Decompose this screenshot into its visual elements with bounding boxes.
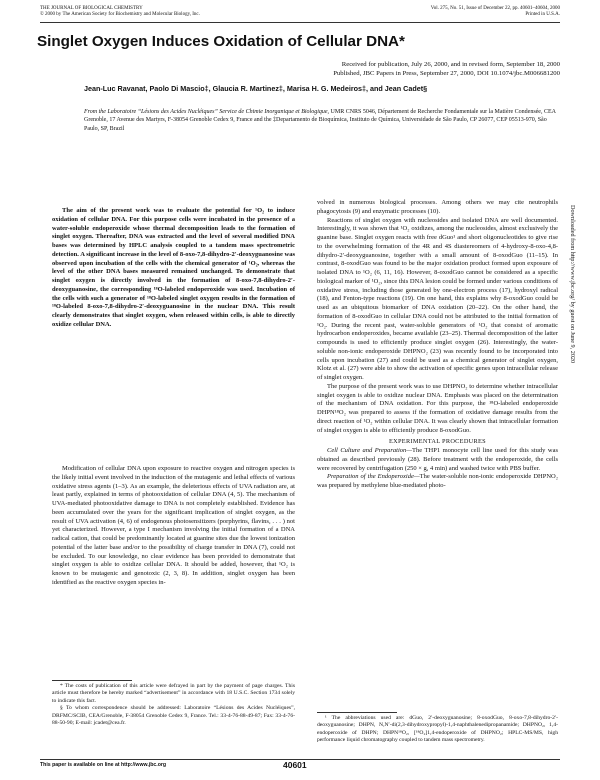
introduction [52,465,295,588]
publication-dates [90,60,560,78]
right-column [317,199,558,491]
abstract: The aim of the present work was to evaluate the potential for ¹O₂ to induce oxidation of cellular DNA. For this purpose cells were incubated in the presence of a water-soluble endoperoxide whose thermal decomposition leads to the formation of singlet oxygen. Thereafter, DNA was extracted and the level of several modified DNA bases was determined by HPLC analysis coupled to a tandem mass spectrometric detection. A significant increase in the level of 8-oxo-7,8-dihydro-2′-deoxyguanosine was observed upon incubation of the cells with the chemical generator of ¹O₂, whereas the level of the other DNA bases measured remained unchanged. To demonstrate that singlet oxygen is directly involved in the formation of 8-oxo-7,8-dihydro-2′-deoxyguanosine, the corresponding ¹⁸O-labeled endoperoxide was used. Incubation of the cells with such a generator of ¹⁸O-labeled singlet oxygen results in the formation of ¹⁸O-labeled 8-oxo-7,8-dihydro-2′-deoxyguanosine in the nuclear DNA. This result clearly demonstrates that singlet oxygen, when released within cells, is able to directly oxidize cellular DNA. [52,207,295,328]
page-number: 40601 [283,760,307,770]
cell-culture-text: The THP1 monocyte cell line used for this study was obtained as described previously (28). Before treatment with the endoperoxide, the cells were recovered by centrifugation (250 × g, 4 min) and washed twice with PBS buffer. [317,447,558,472]
affiliation-address: UMR CNRS 5046, Département de Recherche Fondamentale sur la Matière Condensée, CEA Grenoble, 17 Avenue des Martyrs, F-38054 Grenoble Cedex 9, France and the ‡Departamento de Bioquímica, Instituto de Química, Universidade de São Paulo, CP 26077, CEP 05513-970, São Paulo, SP, Brazil [84,109,556,132]
journal-header [40,6,560,22]
endoperoxide-paragraph [317,473,558,491]
right-paragraph-1: volved in numerous biological processes. Among others we may cite neutrophils phagocytosis (9) and enzymatic processes (10). [317,199,558,215]
footnotes-left [52,683,295,727]
affiliation-lab: From the Laboratoire “Lésions des Acides Nucléiques” Service de Chimie Inorganique et Biologique, [84,109,330,115]
online-availability: This paper is available on line at http://www.jbc.org [40,762,167,768]
footnotes-right [317,715,558,745]
author-list: Jean-Luc Ravanat, Paolo Di Mascio‡, Glaucia R. Martinez‡, Marisa H. G. Medeiros‡, and Jean Cadet§ [84,84,428,93]
journal-name: THE JOURNAL OF BIOLOGICAL CHEMISTRY [40,6,143,11]
header-left [40,6,200,19]
download-watermark[interactable]: Downloaded from http://www.jbc.org/ by guest on June 9, 2020 [569,205,576,364]
footnote-correspondence: § To whom correspondence should be addressed: Laboratoire “Lésions des Acides Nucléiques”, DRFMC/SCIB, CEA/Grenoble, F-38054 Grenoble Cedex 9, France. Tel.: 33-4-76-88-49-87; Fax: 33-4-76-88-50-90; E-mail: jcadet@cea.fr. [52,705,295,727]
download-sidebar [567,205,577,585]
published-line: Published, JBC Papers in Press, September 27, 2000, DOI 10.1074/jbc.M006681200 [333,70,560,78]
received-line: Received for publication, July 26, 2000, and in revised form, September 18, 2000 [341,61,560,68]
footnote-rule-right [317,712,397,713]
right-paragraph-2: Reactions of singlet oxygen with nucleosides and isolated DNA are well documented. Interestingly, it was shown that ¹O₂ oxidizes, among the nucleosides, almost exclusively the guanine base. Singlet oxygen reacts with free dGuo¹ and short oligonucleotides to give rise to the overwhelming formation of the 4R and 4S diastereomers of 4-hydroxy-8-oxo-4,8-dihydro-2′-deoxyguanosine, together with a small amount of 8-oxodGuo (11–15). In contrast, 8-oxodGuo was found to be the major oxidation product formed upon exposure of isolated DNA to ¹O₂ (6, 11, 16). However, 8-oxodGuo cannot be considered as a specific biological marker of ¹O₂, since this DNA lesion could be formed under various conditions of oxidative stress, including those generated by one-electron process (17), hydroxyl radical (18), and Fenton-type reactions (19). On one hand, this explains why 8-oxodGuo could be used as an ubiquitous biomarker of DNA oxidation (20–22). On the other hand, the formation of 8-oxodGuo in cellular DNA could not be attributed to the initial formation of ¹O₂. During the recent past, water-soluble generators of ¹O₂ that consist of aromatic hydrocarbon endoperoxides, became available (23–25). Thermal decomposition of the latter compounds is used to efficiently produce singlet oxygen (26). Interestingly, the water-soluble non-ionic endoperoxide DHPNO₂ (23) was recently found to be incorporated into cells upon incubation (27) and could be used as a chemical generator of singlet oxygen, Klotz et al. (27) were able to show the activation of specific genes upon intracellular release of singlet oxygen. [317,216,558,381]
endoperoxide-text: The water-soluble non-ionic endoperoxide DHPNO₂ was prepared by methylene blue-mediated photo- [317,473,559,489]
footnote-star: * The costs of publication of this article were defrayed in part by the payment of page charges. This article must therefore be hereby marked “advertisement” in accordance with 18 U.S.C. Section 1734 solely to indicate this fact. [52,683,295,704]
section-heading: EXPERIMENTAL PROCEDURES [389,438,486,446]
footnote-rule-left [52,680,132,681]
footnote-abbreviations: ¹ The abbreviations used are: dGuo, 2′-deoxyguanosine; 8-oxodGuo, 8-oxo-7,8-dihydro-2′-deoxyguanosine; DHPN, N,N′-di(2,3-dihydroxypropyl)-1,4-naphthalenedipropanamide; DHPNO₂, 1,4-endoperoxide of DHPN; DHPN¹⁸O₂, [¹⁸O₂]1,4-endoperoxide of DHPNO₂; HPLC-MS/MS, high performance liquid chromatography coupled to tandem mass spectrometry. [317,715,558,744]
affiliation [84,108,558,133]
intro-paragraph: Modification of cellular DNA upon exposure to reactive oxygen and nitrogen species is the likely initial event involved in the induction of the mutagenic and lethal effects of various oxidative stress agents (1–3). As an example, the deleterious effects of UVA radiation are, at least partly, explained in terms of photooxidation of cellular DNA (4, 5). The mechanism of UVA-mediated photooxidative damage to DNA is not completely established. Evidence has been accumulated over the years for the significant implication of singlet oxygen, as the result of UVA activation (4, 6) of endogenous photosensitizers (porphyrins, flavins, . . . ) not yet characterized. However, a type I mechanism involving the initial formation of a DNA radical cation, that could be predominantly located at guanine sites due the lowest ionization potential of the latter base and/or to the possibility of charge transfer in DNA (7), could not be excluded. To our knowledge, no clear evidence has been provided to demonstrate that singlet oxygen is able to oxidize cellular DNA. It should be added, however, that ¹O₂ is known to be mutagenic and genotoxic (2, 3, 8). In addition, singlet oxygen has been identified as the reactive oxygen species in- [52,465,295,586]
volume-issue: Vol. 275, No. 51, Issue of December 22, pp. 40601–40604, 2000 [430,6,560,11]
endoperoxide-head: Preparation of the Endoperoxide— [327,473,420,481]
article-title: Singlet Oxygen Induces Oxidation of Cellular DNA* [37,33,405,50]
right-paragraph-3: The purpose of the present work was to use DHPNO₂ to determine whether intracellular singlet oxygen is able to oxidize nuclear DNA. Emphasis was placed on the determination of the mechanism of DNA oxidation. For this purpose, the ¹⁸O-labeled endoperoxide DHPN¹⁸O₂ was prepared to assess if the formation of oxidative damage results from the direct reaction of ¹O₂ within cellular DNA. It was clearly shown that intracellular formation of singlet oxygen is able to efficiently produce 8-oxodGuo. [317,382,558,434]
copyright-line: © 2000 by The American Society for Biochemistry and Molecular Biology, Inc. [40,12,200,18]
cell-culture-paragraph [317,447,558,473]
header-right [431,6,560,19]
printed-in: Printed in U.S.A. [525,12,560,18]
header-rule [40,22,560,23]
cell-culture-head: Cell Culture and Preparation— [327,447,413,454]
